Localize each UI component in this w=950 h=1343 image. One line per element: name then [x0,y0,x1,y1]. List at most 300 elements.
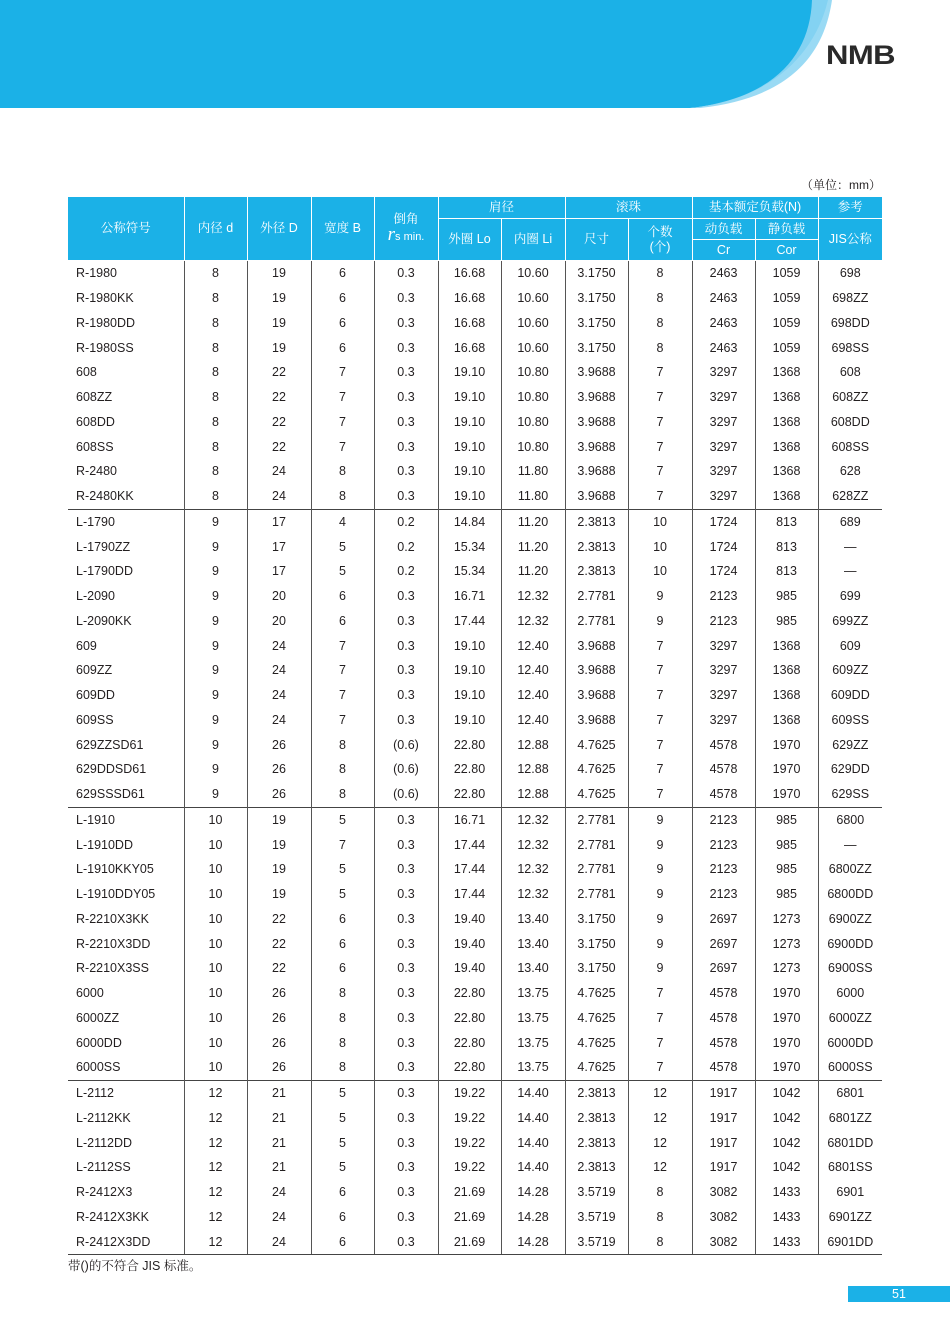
cell-chamfer: 0.3 [374,857,438,882]
cell-dynamic-load: 4578 [692,1006,755,1031]
table-row [68,459,882,484]
cell-static-load: 1368 [755,434,818,459]
cell-ball-size: 2.3813 [565,534,628,559]
cell-ball-count: 9 [628,931,692,956]
cell-chamfer: 0.3 [374,385,438,410]
cell-designation: L-2090KK [76,613,132,628]
cell-bore: 9 [184,732,247,757]
cell-designation: L-2112DD [76,1135,133,1150]
cell-shoulder-lo: 16.68 [438,311,501,336]
cell-chamfer: 0.3 [374,658,438,683]
cell-dynamic-load: 2123 [692,609,755,634]
cell-shoulder-li: 12.40 [501,708,565,733]
cell-outer: 26 [247,732,311,757]
header-static-load: 静负载 [755,219,818,240]
cell-ball-size: 3.1750 [565,311,628,336]
cell-jis: 6901ZZ [818,1205,882,1230]
cell-chamfer: 0.3 [374,907,438,932]
cell-designation: R-2412X3DD [68,1229,184,1254]
cell-outer: 24 [247,459,311,484]
cell-outer: 19 [247,882,311,907]
cell-jis: — [818,559,882,584]
cell-shoulder-lo: 22.80 [438,757,501,782]
cell-bore: 10 [184,956,247,981]
cell-width: 8 [311,1006,374,1031]
cell-jis: 608 [818,360,882,385]
cell-designation: R-1980KK [76,291,134,306]
cell-ball-count: 12 [628,1080,692,1105]
cell-chamfer: 0.3 [374,882,438,907]
cell-ball-count: 8 [628,286,692,311]
cell-width: 8 [311,484,374,509]
cell-bore: 9 [184,609,247,634]
cell-ball-size: 3.5719 [565,1180,628,1205]
cell-shoulder-lo: 19.10 [438,658,501,683]
table-row [68,1055,882,1080]
cell-shoulder-li: 12.32 [501,832,565,857]
cell-jis: 6801DD [818,1130,882,1155]
cell-ball-size: 3.5719 [565,1229,628,1254]
cell-shoulder-lo: 22.80 [438,1055,501,1080]
cell-outer: 19 [247,311,311,336]
cell-jis: 6900ZZ [818,907,882,932]
cell-shoulder-lo: 19.22 [438,1080,501,1105]
cell-ball-size: 3.9688 [565,360,628,385]
cell-designation: L-2112KK [76,1110,131,1125]
cell-ball-size: 3.1750 [565,907,628,932]
cell-bore: 9 [184,683,247,708]
cell-width: 5 [311,807,374,832]
cell-bore: 12 [184,1130,247,1155]
unit-note: （单位：mm） [801,178,881,192]
table-row [68,708,882,733]
cell-static-load: 985 [755,807,818,832]
footnote: 带()的不符合 JIS 标准。 [68,1259,202,1273]
cell-ball-size: 3.5719 [565,1205,628,1230]
cell-static-load: 1368 [755,385,818,410]
cell-dynamic-load: 3297 [692,633,755,658]
cell-jis: 609ZZ [818,658,882,683]
cell-jis: 6901 [818,1180,882,1205]
cell-bore: 9 [184,757,247,782]
cell-static-load: 1368 [755,658,818,683]
cell-chamfer: 0.3 [374,459,438,484]
cell-bore: 9 [184,658,247,683]
cell-outer: 24 [247,1205,311,1230]
cell-ball-size: 3.9688 [565,484,628,509]
cell-bore: 10 [184,857,247,882]
cell-outer: 26 [247,1006,311,1031]
cell-width: 8 [311,732,374,757]
cell-shoulder-li: 12.40 [501,658,565,683]
table-row [68,832,882,857]
cell-shoulder-li: 11.20 [501,559,565,584]
cell-ball-count: 9 [628,584,692,609]
cell-ball-count: 7 [628,434,692,459]
cell-width: 6 [311,609,374,634]
cell-dynamic-load: 2697 [692,931,755,956]
cell-jis: 6000 [818,981,882,1006]
table-row [68,633,882,658]
cell-chamfer: 0.2 [374,534,438,559]
table-row [68,782,882,807]
cell-shoulder-lo: 19.40 [438,956,501,981]
cell-chamfer: 0.3 [374,708,438,733]
cell-outer: 24 [247,708,311,733]
cell-outer: 24 [247,633,311,658]
cell-bore: 8 [184,360,247,385]
cell-ball-count: 7 [628,360,692,385]
cell-ball-count: 10 [628,534,692,559]
cell-shoulder-lo: 19.10 [438,708,501,733]
header-outer-diameter: 外径 D [247,197,311,261]
cell-shoulder-lo: 19.10 [438,633,501,658]
cell-shoulder-li: 12.32 [501,882,565,907]
cell-static-load: 1273 [755,956,818,981]
cell-jis: — [818,534,882,559]
cell-width: 6 [311,261,374,286]
header-dynamic-symbol: Cr [692,240,755,261]
cell-dynamic-load: 1917 [692,1155,755,1180]
cell-ball-count: 7 [628,633,692,658]
cell-designation: L-2090 [76,589,115,604]
cell-jis: 6900DD [818,931,882,956]
cell-ball-size: 3.9688 [565,385,628,410]
cell-outer: 20 [247,609,311,634]
cell-shoulder-lo: 22.80 [438,1030,501,1055]
cell-designation: 6000DD [76,1035,122,1050]
cell-shoulder-li: 11.20 [501,534,565,559]
cell-bore: 8 [184,459,247,484]
cell-ball-count: 10 [628,559,692,584]
cell-width: 4 [311,509,374,534]
cell-dynamic-load: 3297 [692,360,755,385]
cell-outer: 19 [247,261,311,286]
cell-static-load: 1970 [755,1030,818,1055]
cell-shoulder-lo: 19.10 [438,434,501,459]
cell-bore: 8 [184,385,247,410]
cell-dynamic-load: 3082 [692,1180,755,1205]
cell-ball-count: 8 [628,1205,692,1230]
cell-ball-count: 7 [628,385,692,410]
cell-width: 8 [311,1055,374,1080]
cell-chamfer: 0.3 [374,1030,438,1055]
cell-shoulder-lo: 19.10 [438,484,501,509]
cell-jis: 608DD [818,410,882,435]
cell-dynamic-load: 2123 [692,807,755,832]
cell-outer: 21 [247,1080,311,1105]
cell-designation: R-2210X3KK [76,911,149,926]
cell-ball-count: 7 [628,1055,692,1080]
cell-shoulder-li: 12.88 [501,782,565,807]
cell-outer: 19 [247,807,311,832]
cell-ball-count: 8 [628,311,692,336]
cell-dynamic-load: 4578 [692,757,755,782]
cell-shoulder-lo: 16.71 [438,807,501,832]
cell-ball-count: 8 [628,1180,692,1205]
cell-static-load: 1368 [755,459,818,484]
cell-width: 5 [311,559,374,584]
cell-ball-count: 9 [628,832,692,857]
cell-width: 7 [311,385,374,410]
cell-shoulder-lo: 17.44 [438,882,501,907]
cell-designation: R-2412X3KK [76,1209,149,1224]
table-row [68,981,882,1006]
cell-dynamic-load: 2463 [692,335,755,360]
cell-shoulder-li: 14.28 [501,1205,565,1230]
cell-shoulder-li: 10.80 [501,410,565,435]
cell-static-load: 1970 [755,1006,818,1031]
cell-width: 6 [311,1229,374,1254]
cell-designation: L-1910KKY05 [76,862,154,877]
cell-dynamic-load: 3297 [692,410,755,435]
cell-width: 5 [311,1080,374,1105]
cell-outer: 17 [247,559,311,584]
cell-outer: 21 [247,1155,311,1180]
cell-shoulder-lo: 19.10 [438,385,501,410]
cell-static-load: 985 [755,832,818,857]
cell-jis: 608ZZ [818,385,882,410]
header-width: 宽度 B [311,197,374,261]
cell-chamfer: 0.3 [374,1080,438,1105]
cell-shoulder-li: 13.75 [501,1030,565,1055]
header-ref-group: 参考 [818,197,882,219]
cell-designation: 609SS [76,712,114,727]
header-ball-count [628,219,692,261]
cell-dynamic-load: 3297 [692,484,755,509]
cell-dynamic-load: 4578 [692,732,755,757]
cell-chamfer: 0.2 [374,559,438,584]
cell-shoulder-li: 14.28 [501,1180,565,1205]
cell-dynamic-load: 3082 [692,1205,755,1230]
cell-ball-count: 7 [628,410,692,435]
cell-ball-count: 10 [628,509,692,534]
cell-bore: 10 [184,1030,247,1055]
cell-bore: 12 [184,1155,247,1180]
table-body [68,261,882,1255]
table-row [68,584,882,609]
cell-shoulder-li: 12.88 [501,757,565,782]
cell-designation: R-2480 [76,464,117,479]
table-row [68,609,882,634]
cell-ball-size: 2.7781 [565,584,628,609]
cell-shoulder-lo: 19.10 [438,683,501,708]
cell-shoulder-lo: 19.10 [438,360,501,385]
cell-ball-size: 3.1750 [565,286,628,311]
cell-width: 5 [311,534,374,559]
cell-ball-size: 2.7781 [565,807,628,832]
table-row [68,931,882,956]
cell-shoulder-lo: 22.80 [438,782,501,807]
cell-bore: 9 [184,534,247,559]
cell-chamfer: 0.3 [374,1106,438,1131]
cell-chamfer: 0.2 [374,509,438,534]
table-row [68,757,882,782]
table-row [68,335,882,360]
cell-shoulder-lo: 19.22 [438,1155,501,1180]
cell-bore: 8 [184,434,247,459]
cell-shoulder-li: 14.40 [501,1106,565,1131]
cell-dynamic-load: 2123 [692,832,755,857]
cell-ball-size: 2.7781 [565,882,628,907]
cell-designation: L-1790 [68,509,184,534]
cell-shoulder-lo: 21.69 [438,1180,501,1205]
cell-shoulder-lo: 15.34 [438,534,501,559]
cell-outer: 19 [247,286,311,311]
cell-outer: 20 [247,584,311,609]
cell-ball-count: 9 [628,882,692,907]
cell-ball-count: 8 [628,335,692,360]
cell-jis: 6801SS [818,1155,882,1180]
cell-jis: 689 [818,509,882,534]
cell-static-load: 985 [755,857,818,882]
cell-shoulder-lo: 15.34 [438,559,501,584]
cell-ball-count: 9 [628,609,692,634]
cell-shoulder-li: 13.75 [501,1055,565,1080]
cell-dynamic-load: 3297 [692,683,755,708]
cell-ball-size: 4.7625 [565,1055,628,1080]
table-row [68,1130,882,1155]
cell-ball-size: 2.3813 [565,509,628,534]
cell-static-load: 1368 [755,683,818,708]
cell-outer: 24 [247,683,311,708]
cell-width: 8 [311,782,374,807]
header-ball-group: 滚珠 [565,197,692,219]
table-row [68,658,882,683]
cell-width: 7 [311,658,374,683]
cell-ball-count: 7 [628,981,692,1006]
cell-outer: 22 [247,360,311,385]
cell-jis: 6900SS [818,956,882,981]
cell-static-load: 985 [755,609,818,634]
cell-dynamic-load: 2123 [692,882,755,907]
cell-ball-count: 7 [628,708,692,733]
cell-ball-size: 3.9688 [565,658,628,683]
cell-dynamic-load: 1724 [692,509,755,534]
header-band-shape [0,0,950,115]
cell-chamfer: 0.3 [374,1180,438,1205]
cell-shoulder-lo: 16.68 [438,261,501,286]
cell-bore: 8 [184,484,247,509]
cell-dynamic-load: 1917 [692,1130,755,1155]
cell-chamfer: 0.3 [374,832,438,857]
cell-shoulder-lo: 22.80 [438,732,501,757]
cell-static-load: 1433 [755,1205,818,1230]
cell-jis: 6901DD [818,1229,882,1254]
cell-dynamic-load: 3297 [692,385,755,410]
cell-bore: 10 [184,832,247,857]
cell-ball-size: 4.7625 [565,757,628,782]
cell-width: 6 [311,584,374,609]
cell-designation: R-1980 [76,266,117,281]
cell-shoulder-li: 10.80 [501,434,565,459]
table-row [68,1106,882,1131]
cell-jis: 6000DD [818,1030,882,1055]
cell-designation: 629ZZSD61 [76,737,144,752]
cell-bore: 8 [184,261,247,286]
cell-ball-size: 3.9688 [565,410,628,435]
table-row [68,857,882,882]
cell-ball-count: 8 [628,261,692,286]
table-row [68,1180,882,1205]
cell-static-load: 985 [755,882,818,907]
cell-chamfer: 0.3 [374,1205,438,1230]
cell-bore: 9 [184,559,247,584]
cell-chamfer: 0.3 [374,956,438,981]
header-dynamic-load: 动负载 [692,219,755,240]
cell-ball-count: 9 [628,807,692,832]
cell-chamfer: 0.3 [374,609,438,634]
cell-bore: 12 [184,1205,247,1230]
cell-bore: 12 [184,1106,247,1131]
cell-bore: 10 [184,1006,247,1031]
cell-chamfer: 0.3 [374,981,438,1006]
cell-shoulder-li: 10.60 [501,335,565,360]
cell-shoulder-lo: 17.44 [438,857,501,882]
cell-dynamic-load: 2463 [692,311,755,336]
header-static-symbol: Cor [755,240,818,261]
cell-dynamic-load: 2697 [692,956,755,981]
cell-designation: R-2412X3 [76,1185,133,1200]
cell-ball-count: 9 [628,907,692,932]
header-shoulder-group: 肩径 [438,197,565,219]
cell-chamfer: 0.3 [374,311,438,336]
cell-jis: 6000SS [818,1055,882,1080]
cell-ball-size: 3.9688 [565,459,628,484]
cell-shoulder-li: 11.20 [501,509,565,534]
cell-ball-size: 4.7625 [565,1006,628,1031]
cell-static-load: 1368 [755,708,818,733]
cell-chamfer: 0.3 [374,584,438,609]
cell-designation: R-1980SS [76,340,134,355]
cell-bore: 10 [184,1055,247,1080]
header-ball-count-unit: (个) [649,239,671,254]
table-row [68,360,882,385]
cell-width: 7 [311,683,374,708]
table-row [68,882,882,907]
cell-outer: 22 [247,956,311,981]
cell-static-load: 1970 [755,732,818,757]
cell-shoulder-lo: 19.40 [438,907,501,932]
cell-outer: 21 [247,1130,311,1155]
cell-dynamic-load: 1724 [692,559,755,584]
cell-shoulder-li: 12.32 [501,807,565,832]
table-row [68,1080,882,1105]
cell-outer: 19 [247,832,311,857]
cell-ball-count: 9 [628,857,692,882]
table-row [68,1006,882,1031]
cell-chamfer: 0.3 [374,335,438,360]
cell-chamfer: 0.3 [374,360,438,385]
cell-static-load: 1433 [755,1180,818,1205]
cell-chamfer: 0.3 [374,484,438,509]
cell-designation: L-1910 [68,807,184,832]
cell-designation: R-2480KK [76,489,134,504]
cell-chamfer: 0.3 [374,807,438,832]
cell-jis: 6800DD [818,882,882,907]
table-row [68,311,882,336]
cell-designation: 609DD [76,688,115,703]
cell-jis: 629SS [818,782,882,807]
cell-outer: 26 [247,757,311,782]
header-jis: JIS公称 [818,219,882,261]
cell-ball-size: 3.9688 [565,434,628,459]
cell-ball-count: 7 [628,459,692,484]
cell-designation: R-2210X3SS [76,961,149,976]
cell-dynamic-load: 3297 [692,434,755,459]
table-row [68,807,882,832]
cell-dynamic-load: 4578 [692,981,755,1006]
